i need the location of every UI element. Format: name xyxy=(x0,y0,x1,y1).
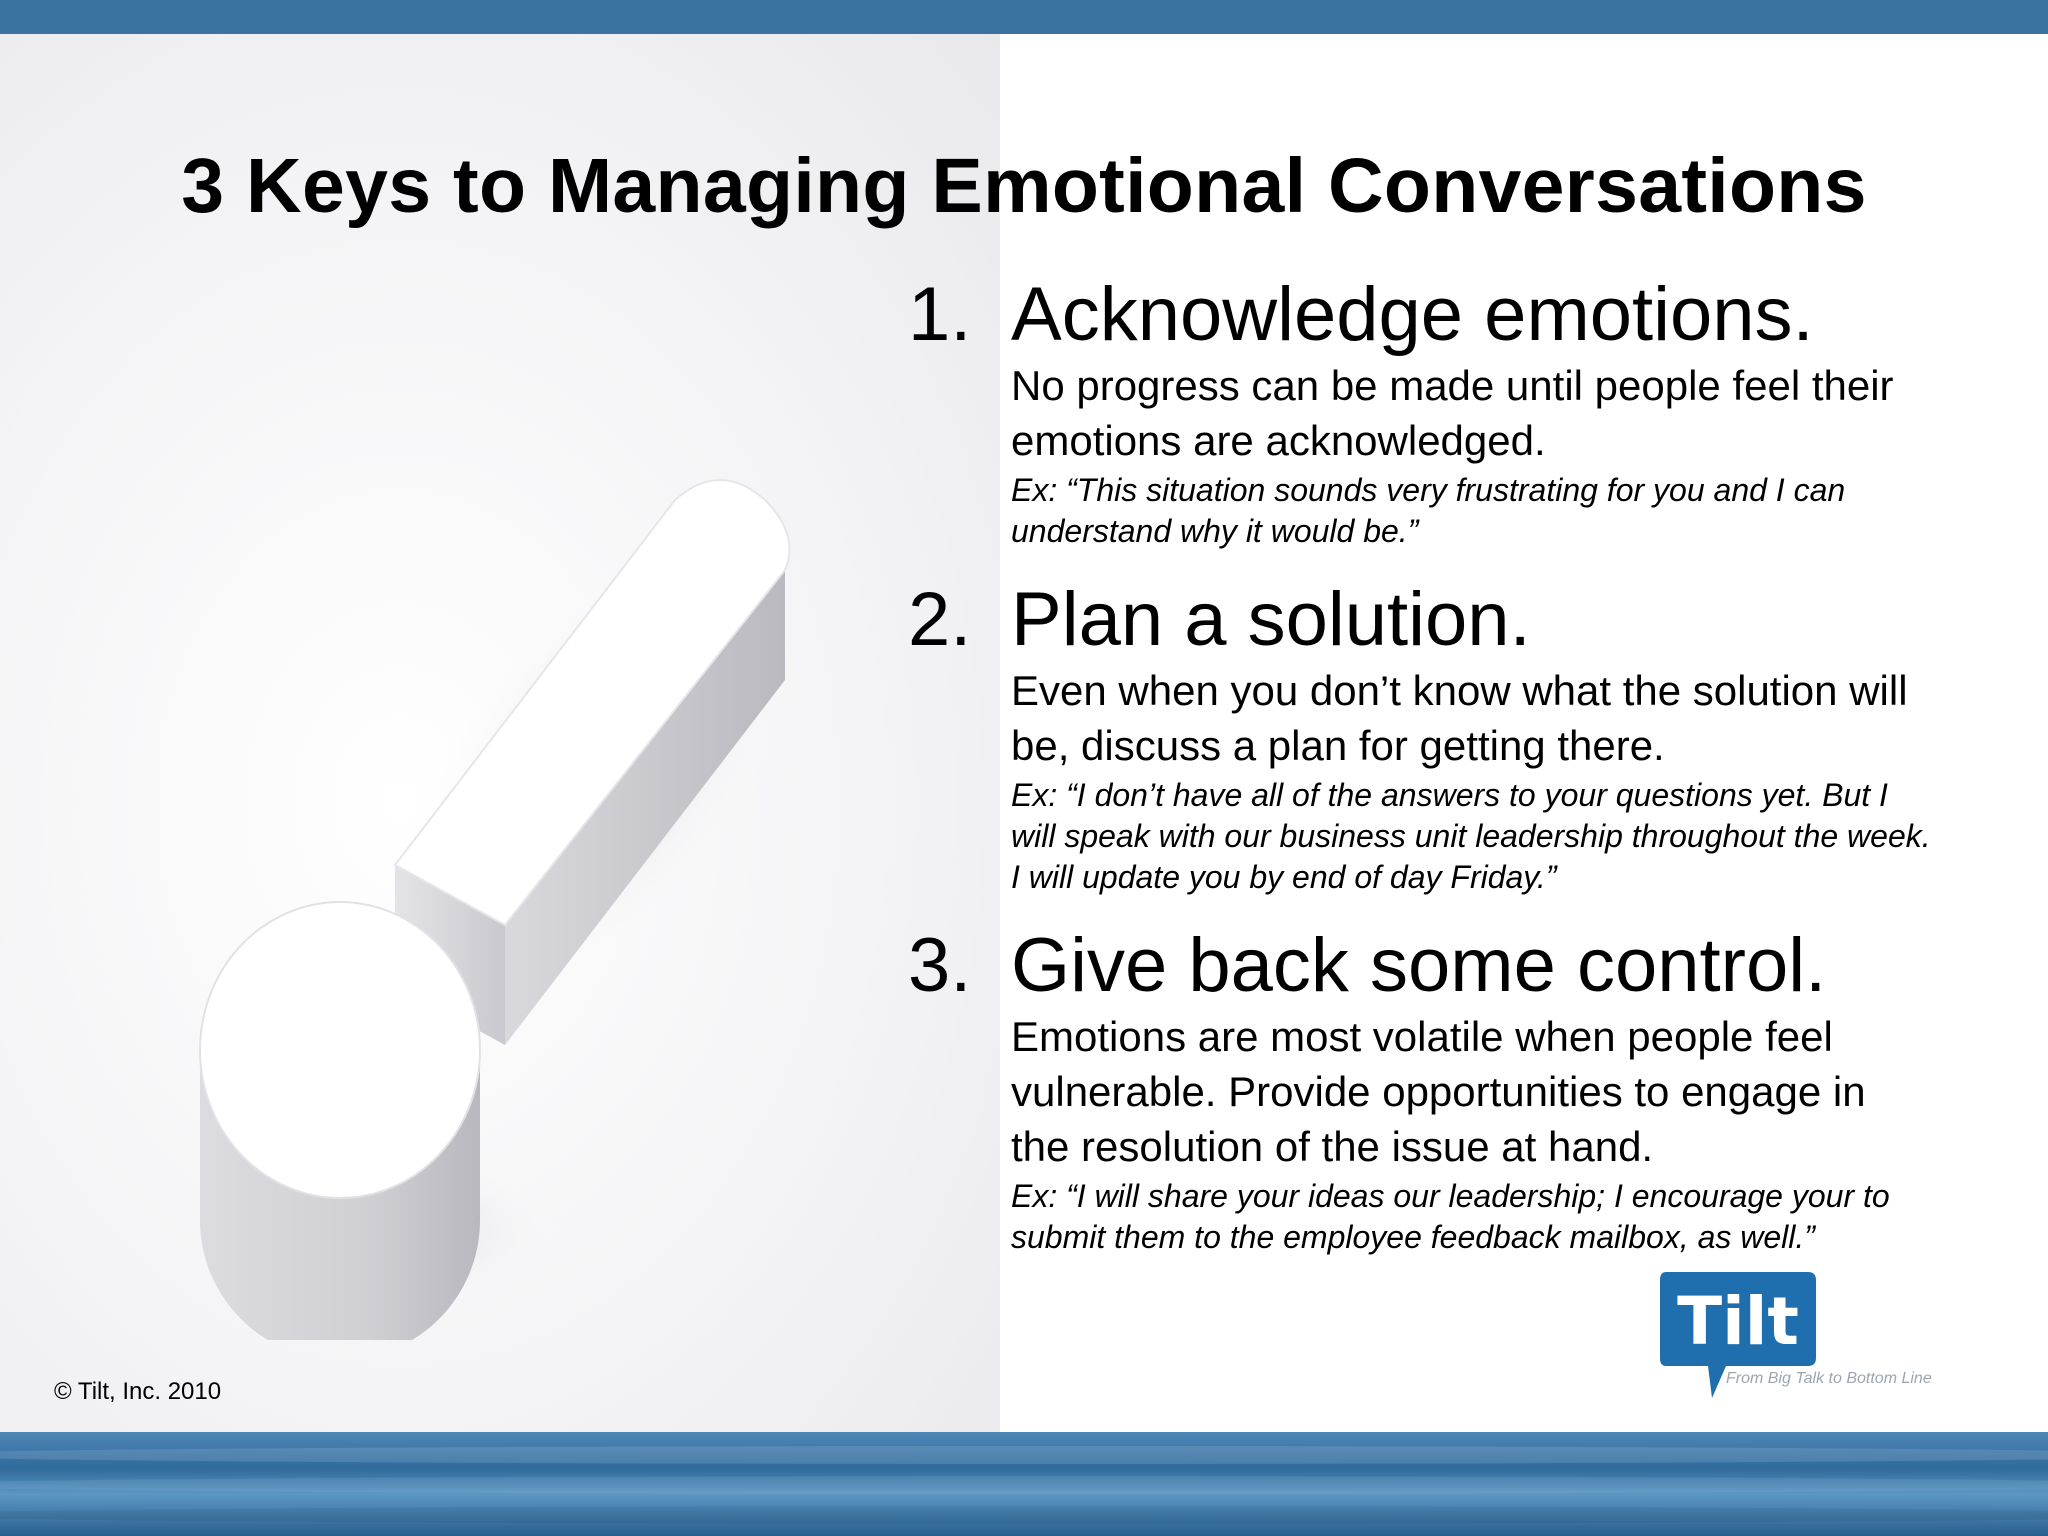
key-description: Emotions are most volatile when people feel vulnerable. Provide opportunities to engage in the resolution of the issue at hand. xyxy=(1011,1013,1866,1170)
key-example: Ex: “This situation sounds very frustrating for you and I can understand why it would be.” xyxy=(1011,472,1846,549)
copyright-notice: © Tilt, Inc. 2010 xyxy=(54,1378,222,1405)
slide-title: 3 Keys to Managing Emotional Conversations xyxy=(181,143,1867,229)
key-heading: Acknowledge emotions. xyxy=(1011,272,1814,357)
key-heading: Plan a solution. xyxy=(1011,577,1531,662)
key-number: 3. xyxy=(908,923,972,1008)
key-description: No progress can be made until people feel their emotions are acknowledged. xyxy=(1011,362,1894,464)
exclamation-mark-icon xyxy=(120,440,840,1340)
tilt-logo xyxy=(1660,1272,1960,1404)
key-example: Ex: “I don’t have all of the answers to your questions yet. But I will speak with our business unit leadership throughout the week. I will update you by end of day Friday.” xyxy=(1011,777,1931,895)
key-description: Even when you don’t know what the solution will be, discuss a plan for getting there. xyxy=(1011,667,1908,769)
key-item-1 xyxy=(908,272,1938,552)
logo-tagline: From Big Talk to Bottom Line xyxy=(1726,1370,1932,1387)
key-heading: Give back some control. xyxy=(1011,923,1827,1008)
key-example: Ex: “I will share your ideas our leadership; I encourage your to submit them to the employee feedback mailbox, as well.” xyxy=(1011,1178,1890,1255)
logo-wordmark: Tilt xyxy=(1677,1283,1799,1360)
top-accent-bar xyxy=(0,0,2048,34)
bottom-water-band xyxy=(0,1432,2048,1536)
key-item-2 xyxy=(908,577,1938,898)
key-number: 1. xyxy=(908,272,972,357)
key-item-3 xyxy=(908,923,1938,1258)
key-number: 2. xyxy=(908,577,972,662)
